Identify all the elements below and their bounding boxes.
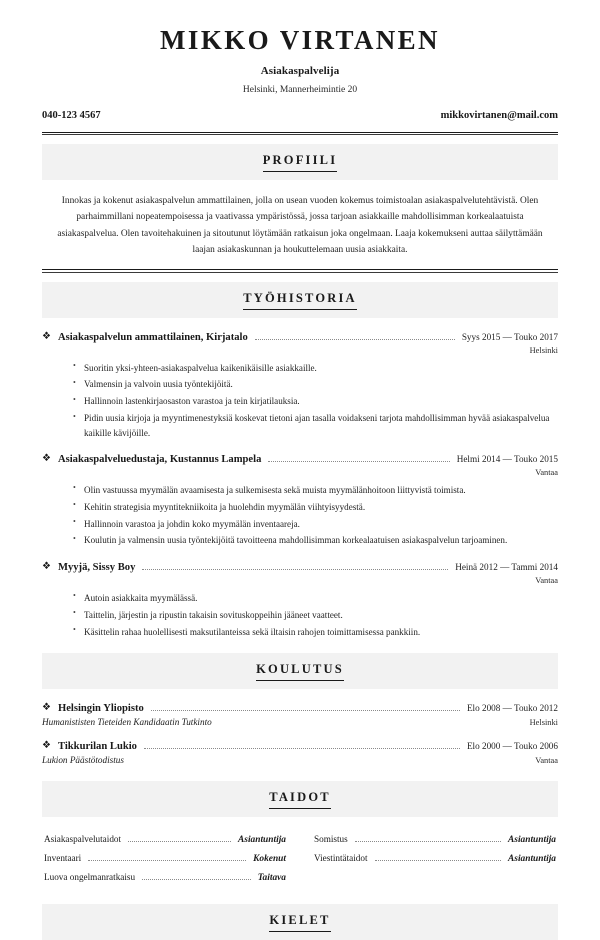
education-entry-date: Elo 2008 — Touko 2012 [466,702,558,713]
leader-dots [128,841,231,842]
work-entry-subline [42,468,558,477]
header-divider [42,132,558,136]
candidate-address: Helsinki, Mannerheimintie 20 [242,84,358,95]
skill-level: Kokenut [253,853,286,864]
education-entry-header [42,703,558,714]
skill-row [314,849,556,868]
diamond-bullet-icon: ❖ [42,330,51,342]
list-item: • Koulutin ja valmensin uusia työntekijöitä tavoitteena mahdollisimman korkealaatuisen asiakaspalvelun tarjoaminen. [73,533,558,547]
section-title-languages: KIELET [269,913,330,932]
resume-header [42,26,558,121]
work-entry-header [42,562,558,573]
leader-dots [151,710,460,711]
work-entry-bullets [42,483,558,548]
work-entry-bullets [42,591,558,639]
skill-name: Luova ongelmanratkaisu [44,871,136,882]
skill-name: Viestintätaidot [314,852,368,863]
education-entry-header [42,741,558,752]
section-title-work: TYÖHISTORIA [243,291,357,310]
work-entry-bullets [42,361,558,440]
resume-document [0,25,600,927]
work-entry-date: Helmi 2014 — Touko 2015 [456,453,558,464]
skill-row-empty [314,868,556,887]
education-entry [42,703,558,727]
list-item: • Hallinnoin varastoa ja johdin koko myymälän inventaareja. [73,517,558,531]
phone-number: 040-123 4567 [42,109,101,121]
work-entry-title: Asiakaspalveluedustaja, Kustannus Lampela [57,453,262,465]
work-entry [42,454,558,548]
skill-row [44,830,286,849]
education-entry [42,741,558,765]
list-item: • Olin vastuussa myymälän avaamisesta ja sulkemisesta sekä muista myymälänhoitoon liittyvistä toimista. [73,483,558,497]
work-entry-date: Heinä 2012 — Tammi 2014 [455,561,558,572]
skill-name: Inventaari [44,852,82,863]
work-entry [42,332,558,440]
education-entry-title: Helsingin Yliopisto [57,702,144,714]
list-item: • Pidin uusia kirjoja ja myyntimenestyksiä koskevat tietoni ajan tasalla voidakseni tarjota mahdollisimman hyvää asiakaspalvelua kaikille kävijöille. [73,411,558,440]
education-entry-title: Tikkurilan Lukio [57,740,137,752]
education-entry-location: Vantaa [535,755,558,765]
skill-row [44,868,286,887]
profile-text: Innokas ja kokenut asiakaspalvelun ammattilainen, jolla on usean vuoden kokemus toimistoalan asiakaspalvelutehtävistä. Olen parhaimmillani nopeatempoisessa ja vaativassa ympäristössä, jossa tarjoan asiakkaille mahdollisimman korkealaatuista asiakaspalvelua. Olen tavoitehakuinen ja sitoutunut löytämään ratkaisun joka ongelmaan. Laaja kokemukseni auttaa säilyttämään laajan asiakaskunnan ja houkuttelemaan uusia asiakkaita. [57,196,543,255]
diamond-bullet-icon: ❖ [42,739,51,751]
work-entry-title: Myyjä, Sissy Boy [57,561,136,573]
diamond-bullet-icon: ❖ [42,452,51,464]
skill-name: Asiakaspalvelutaidot [44,833,122,844]
leader-dots [375,860,502,861]
section-title-skills: TAIDOT [269,790,331,809]
work-entry-location: Vantaa [535,575,558,585]
section-header-work [42,282,558,318]
section-header-skills [42,781,558,817]
education-entry-degree: Humanististen Tieteiden Kandidaatin Tutkinto [42,716,212,727]
education-entry-location: Helsinki [529,717,558,727]
work-entry-subline [42,346,558,355]
work-entry [42,562,558,639]
work-entry-header [42,454,558,465]
work-entry-date: Syys 2015 — Touko 2017 [461,331,558,342]
leader-dots [268,461,449,462]
section-title-profile: PROFIILI [263,153,338,172]
education-entry-subline [42,755,558,765]
section-header-education [42,653,558,689]
work-entry-title: Asiakaspalvelun ammattilainen, Kirjatalo [57,331,248,343]
section-header-profile [42,144,558,180]
skill-level: Asiantuntija [508,853,556,864]
list-item: • Suoritin yksi-yhteen-asiakaspalvelua kaikenikäisille asiakkaille. [73,361,558,375]
list-item: • Käsittelin rahaa huolellisesti maksutilanteissa sekä iltaisin rahojen toimittamisessa pankkiin. [73,625,558,639]
list-item: • Hallinnoin lastenkirjaosaston varastoa ja tein kirjatilauksia. [73,394,558,408]
leader-dots [144,748,460,749]
list-item: • Taittelin, järjestin ja ripustin takaisin sovituskoppeihin jääneet vaatteet. [73,608,558,622]
education-entry-degree: Lukion Päästötodistus [42,754,124,765]
leader-dots [88,860,246,861]
skill-level: Asiantuntija [238,834,286,845]
candidate-job-title: Asiakaspalvelija [260,64,340,77]
work-entry-subline [42,576,558,585]
skill-row [44,849,286,868]
list-item: • Valmensin ja valvoin uusia työntekijöitä. [73,377,558,391]
section-title-education: KOULUTUS [256,662,344,681]
candidate-name: MIKKO VIRTANEN [160,25,440,55]
contact-row [42,110,558,121]
work-entry-location: Vantaa [535,467,558,477]
leader-dots [142,879,251,880]
section-header-languages [42,904,558,940]
skill-level: Taitava [257,872,286,883]
work-entry-header [42,332,558,343]
skill-level: Asiantuntija [508,834,556,845]
skill-row [314,830,556,849]
profile-divider [42,269,558,273]
leader-dots [355,841,501,842]
list-item: • Kehitin strategisia myyntitekniikoita ja huolehdin myymälän viihtyisyydestä. [73,500,558,514]
leader-dots [255,339,455,340]
skills-grid [42,830,558,887]
skill-name: Somistus [314,833,348,844]
education-entry-subline [42,717,558,727]
education-entry-date: Elo 2000 — Touko 2006 [466,740,558,751]
work-entry-location: Helsinki [529,345,558,355]
list-item: • Autoin asiakkaita myymälässä. [73,591,558,605]
diamond-bullet-icon: ❖ [42,560,51,572]
diamond-bullet-icon: ❖ [42,701,51,713]
leader-dots [142,569,448,570]
email-address: mikkovirtanen@mail.com [440,109,558,121]
